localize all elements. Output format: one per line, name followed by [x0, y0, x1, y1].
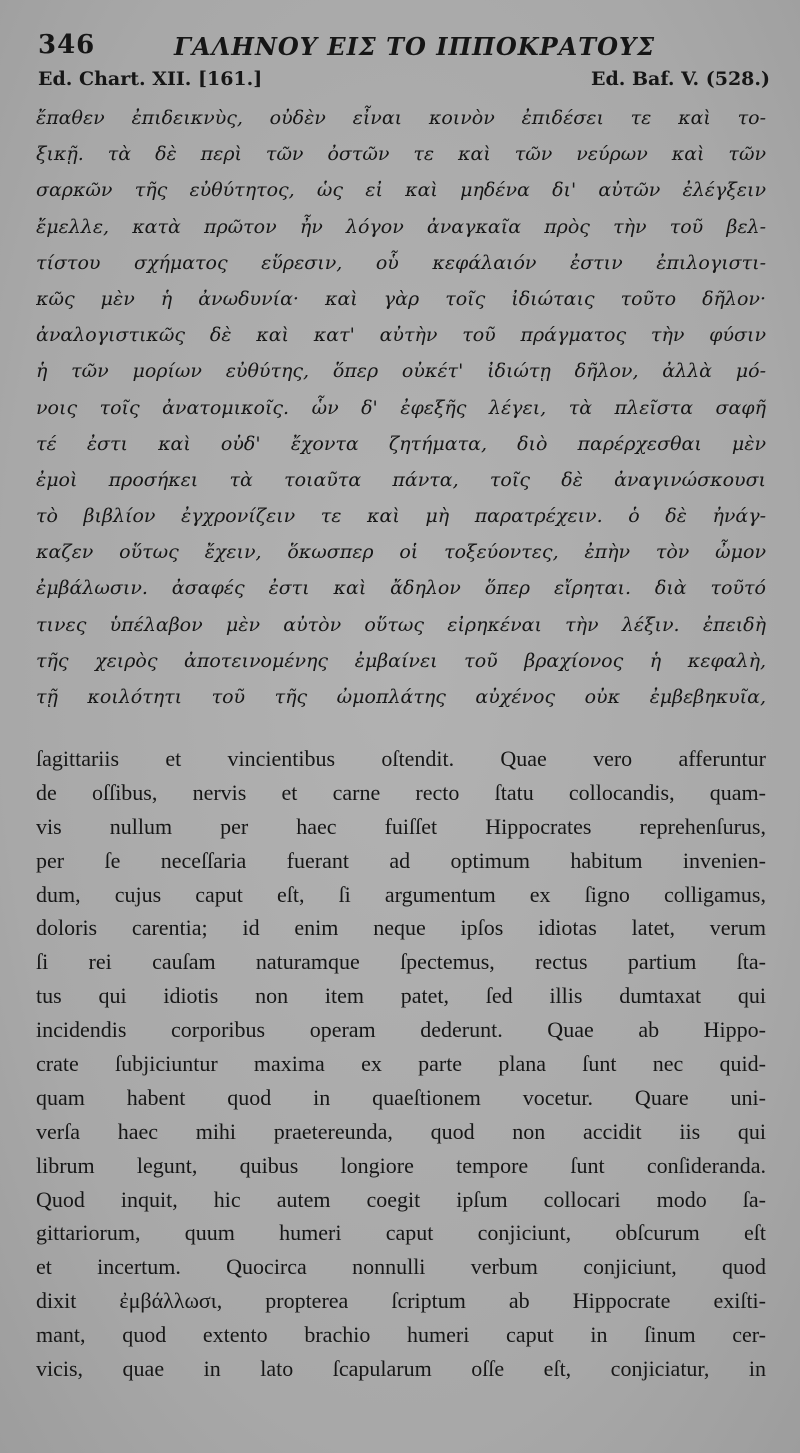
latin-text-line: ſi rei cauſam naturamque ſpectemus, rectus partium ſta-: [36, 949, 766, 975]
greek-text-line: ἔπαθεν ἐπιδεικνὺς, οὐδὲν εἶναι κοινὸν ἐπιδέσει τε καὶ το-: [36, 107, 766, 129]
greek-text-line: ἔμελλε, κατὰ πρῶτον ἦν λόγον ἀναγκαῖα πρὸς τὴν τοῦ βελ-: [36, 215, 766, 238]
latin-text-line: ſagittariis et vincientibus oſtendit. Quae vero afferuntur: [36, 746, 766, 771]
latin-text-line: verſa haec mihi praetereunda, quod non accidit iis qui: [36, 1118, 766, 1144]
latin-text-line: et incertum. Quocirca nonnulli verbum conjiciunt, quod: [36, 1254, 766, 1280]
latin-text-line: quam habent quod in quaeſtionem vocetur. Quare uni-: [36, 1084, 766, 1110]
latin-text-line: de oſſibus, nervis et carne recto ſtatu collocandis, quam-: [36, 779, 766, 805]
greek-text-block: [36, 100, 766, 715]
greek-text-line: τέ ἐστι καὶ οὐδ' ἔχοντα ζητήματα, διὸ παρέρχεσθαι μὲν: [36, 432, 766, 455]
latin-text-line: dum, cujus caput eſt, ſi argumentum ex ſigno colligamus,: [36, 881, 766, 907]
latin-text-line: vis nullum per haec fuiſſet Hippocrates reprehenſurus,: [36, 813, 766, 839]
greek-text-line: τῆς χειρὸς ἀποτεινομένης ἐμβαίνει τοῦ βραχίονος ἡ κεφαλὴ,: [36, 649, 766, 672]
page-number: 346: [38, 30, 96, 60]
greek-text-line: ἀναλογιστικῶς δὲ καὶ κατ' αὐτὴν τοῦ πράγματος τὴν φύσιν: [36, 324, 766, 347]
greek-text-line: καζεν οὕτως ἔχειν, ὅκωσπερ οἱ τοξεύοντες, ἐπὴν τὸν ὦμον: [36, 541, 766, 564]
page-header: [38, 30, 770, 70]
latin-text-line: doloris carentia; id enim neque ipſos idiotas latet, verum: [36, 915, 766, 941]
greek-text-line: ἐμβάλωσιν. ἀσαφές ἐστι καὶ ἄδηλον ὅπερ εἴρηται. διὰ τοῦτό: [36, 577, 766, 600]
greek-text-line: ἐμοὶ προσήκει τὰ τοιαῦτα πάντα, τοῖς δὲ ἀναγινώσκουσι: [36, 468, 766, 491]
greek-text-line: τὸ βιβλίον ἐγχρονίζειν τε καὶ μὴ παρατρέχειν. ὁ δὲ ἠνάγ-: [36, 505, 766, 528]
edition-reference-right: Ed. Baf. V. (528.): [591, 68, 770, 90]
greek-text-line: κῶς μὲν ἡ ἀνωδυνία· καὶ γὰρ τοῖς ἰδιώταις τοῦτο δῆλον·: [36, 287, 766, 310]
latin-text-line: mant, quod extento brachio humeri caput in ſinum cer-: [36, 1322, 766, 1348]
greek-text-line: νοις τοῖς ἀνατομικοῖς. ὧν δ' ἐφεξῆς λέγει, τὰ πλεῖστα σαφῆ: [36, 396, 766, 419]
latin-text-line: crate ſubjiciuntur maxima ex parte plana ſunt nec quid-: [36, 1051, 766, 1077]
latin-text-line: Quod inquit, hic autem coegit ipſum collocari modo ſa-: [36, 1186, 766, 1212]
greek-text-line: ἡ τῶν μορίων εὐθύτης, ὅπερ οὐκέτ' ἰδιώτῃ δῆλον, ἀλλὰ μό-: [36, 360, 766, 383]
latin-text-line: vicis, quae in lato ſcapularum oſſe eſt, conjiciatur, in: [36, 1356, 766, 1382]
latin-text-line: gittariorum, quum humeri caput conjiciunt, obſcurum eſt: [36, 1220, 766, 1246]
latin-text-line: librum legunt, quibus longiore tempore ſunt conſideranda.: [36, 1152, 766, 1178]
latin-text-line: tus qui idiotis non item patet, ſed illis dumtaxat qui: [36, 983, 766, 1009]
greek-text-line: τῇ κοιλότητι τοῦ τῆς ὠμοπλάτης αὐχένος οὐκ ἐμβεβηκυῖα,: [36, 686, 766, 708]
latin-text-line: dixit ἐμβάλλωσι, propterea ſcriptum ab Hippocrate exiſti-: [36, 1288, 766, 1314]
edition-reference-row: [38, 68, 770, 98]
running-title: ΓΑΛΗΝΟΥ ΕΙΣ ΤΟ ΙΠΠΟΚΡΑΤΟΥΣ: [174, 32, 656, 61]
greek-text-line: σαρκῶν τῆς εὐθύτητος, ὡς εἰ καὶ μηδένα δι' αὐτῶν ἐλέγξειν: [36, 179, 766, 202]
latin-text-line: per ſe neceſſaria fuerant ad optimum habitum invenien-: [36, 847, 766, 873]
greek-text-line: ξικῇ. τὰ δὲ περὶ τῶν ὀστῶν τε καὶ τῶν νεύρων καὶ τῶν: [36, 143, 766, 166]
latin-text-line: incidendis corporibus operam dederunt. Quae ab Hippo-: [36, 1017, 766, 1043]
greek-text-line: τίστου σχήματος εὕρεσιν, οὗ κεφάλαιόν ἐστιν ἐπιλογιστι-: [36, 251, 766, 274]
edition-reference-left: Ed. Chart. XII. [161.]: [38, 68, 263, 90]
latin-text-block: [36, 742, 766, 1386]
greek-text-line: τινες ὑπέλαβον μὲν αὐτὸν οὕτως εἰρηκέναι τὴν λέξιν. ἐπειδὴ: [36, 613, 766, 636]
